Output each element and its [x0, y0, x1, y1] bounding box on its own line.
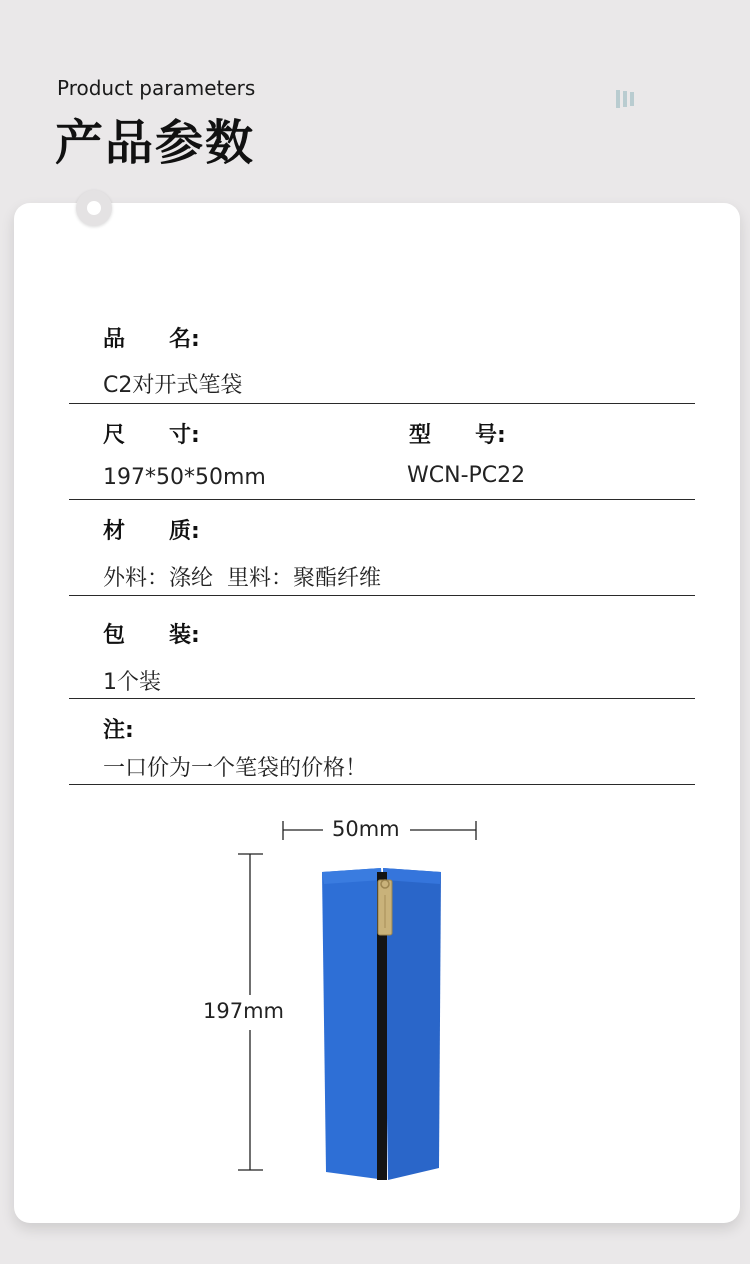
page-title: 产品参数 [55, 115, 256, 171]
product-subtitle: Product parameters [57, 76, 256, 100]
material-value: 外料：涤纶 里料：聚酯纤维 [103, 566, 381, 591]
model-label: 型 号: [409, 423, 506, 448]
model-value: WCN-PC22 [407, 463, 526, 488]
pencil-case-image [322, 868, 441, 1180]
package-value: 1个装 [103, 670, 161, 695]
name-value: C2对开式笔袋 [103, 373, 243, 398]
height-dimension-label: 197mm [203, 999, 284, 1023]
material-label: 材 质: [103, 519, 200, 544]
note-value: 一口价为一个笔袋的价格！ [103, 756, 368, 781]
size-value: 197*50*50mm [103, 465, 266, 490]
name-label: 品 名: [103, 327, 200, 352]
size-label: 尺 寸: [103, 423, 200, 448]
note-label: 注: [103, 718, 134, 743]
width-dimension-label: 50mm [332, 817, 400, 841]
package-label: 包 装: [103, 623, 200, 648]
